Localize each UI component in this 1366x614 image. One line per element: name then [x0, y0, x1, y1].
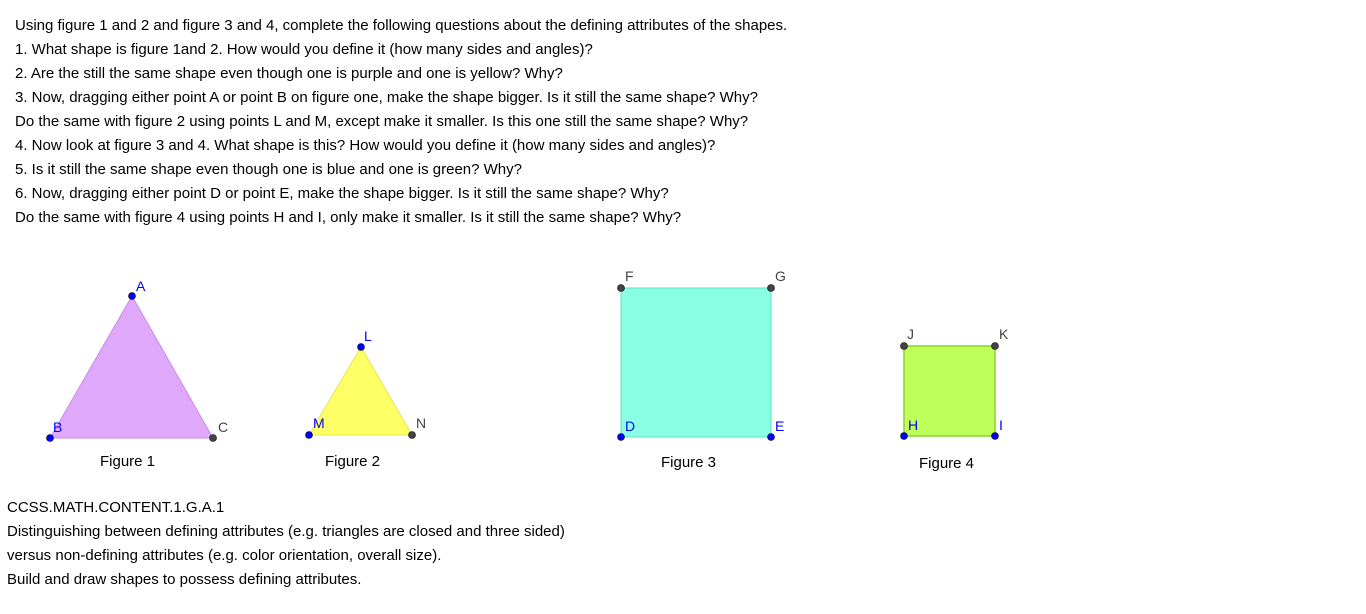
figure-3-point-d[interactable]: [618, 434, 625, 441]
figure-1-point-c: [210, 435, 217, 442]
figure-3-point-g: [768, 285, 775, 292]
figure-1-point-b[interactable]: [47, 435, 54, 442]
standards-list: [7, 496, 565, 592]
figure-1-caption: Figure 1: [100, 453, 156, 470]
figure-1-point-a[interactable]: [129, 293, 136, 300]
instruction-question-6-followup: Do the same with figure 4 using points H and I, only make it smaller. Is it still the same shape? Why?: [15, 209, 682, 226]
instruction-question-5: 5. Is it still the same shape even though one is blue and one is green? Why?: [15, 161, 522, 178]
standard-line-3: Build and draw shapes to possess defining attributes.: [7, 571, 362, 588]
figure-3-caption: Figure 3: [661, 454, 717, 471]
figure-1-label-b: B: [53, 419, 63, 435]
figure-2: [306, 328, 427, 470]
figure-2-label-n: N: [416, 415, 427, 431]
figure-2-point-n: [409, 432, 416, 439]
figure-4: [901, 326, 1010, 472]
figure-1: [47, 278, 229, 470]
figure-3: [618, 268, 786, 471]
standard-line-1: Distinguishing between defining attributes (e.g. triangles are closed and three sided): [7, 523, 565, 540]
instruction-question-3-followup: Do the same with figure 2 using points L and M, except make it smaller. Is this one still the same shape? Why?: [15, 113, 749, 130]
figure-4-label-i: I: [999, 417, 1003, 433]
instruction-question-6: 6. Now, dragging either point D or point E, make the shape bigger. Is it still the same shape? Why?: [15, 185, 669, 202]
instruction-question-3: 3. Now, dragging either point A or point B on figure one, make the shape bigger. Is it still the same shape? Why?: [15, 89, 758, 106]
instruction-question-2: 2. Are the still the same shape even though one is purple and one is yellow? Why?: [15, 65, 563, 82]
figure-3-label-g: G: [775, 268, 786, 284]
figure-3-point-e[interactable]: [768, 434, 775, 441]
figure-1-label-c: C: [218, 419, 229, 435]
figure-1-label-a: A: [136, 278, 146, 294]
figure-4-caption: Figure 4: [919, 455, 975, 472]
instruction-intro: Using figure 1 and 2 and figure 3 and 4, complete the following questions about the defining attributes of the shapes.: [15, 17, 788, 34]
figure-3-label-f: F: [625, 268, 634, 284]
figure-4-point-j: [901, 343, 908, 350]
standard-line-2: versus non-defining attributes (e.g. color orientation, overall size).: [7, 547, 442, 564]
figure-2-point-m[interactable]: [306, 432, 313, 439]
instruction-question-1: 1. What shape is figure 1and 2. How would you define it (how many sides and angles)?: [15, 41, 593, 58]
figure-4-point-i[interactable]: [992, 433, 999, 440]
figure-1-triangle: [50, 296, 213, 438]
instruction-question-4: 4. Now look at figure 3 and 4. What shape is this? How would you define it (how many sides and angles)?: [15, 137, 716, 154]
figure-2-label-m: M: [313, 415, 325, 431]
figure-4-label-h: H: [908, 417, 919, 433]
figure-4-label-j: J: [907, 326, 914, 342]
standard-code: CCSS.MATH.CONTENT.1.G.A.1: [7, 499, 225, 516]
figure-3-square: [621, 288, 771, 437]
figure-2-caption: Figure 2: [325, 453, 381, 470]
figure-3-label-d: D: [625, 418, 636, 434]
figure-3-point-f: [618, 285, 625, 292]
figure-3-label-e: E: [775, 418, 785, 434]
figure-2-label-l: L: [364, 328, 372, 344]
figure-4-label-k: K: [999, 326, 1009, 342]
figure-4-point-k: [992, 343, 999, 350]
figure-2-point-l[interactable]: [358, 344, 365, 351]
figure-4-point-h[interactable]: [901, 433, 908, 440]
